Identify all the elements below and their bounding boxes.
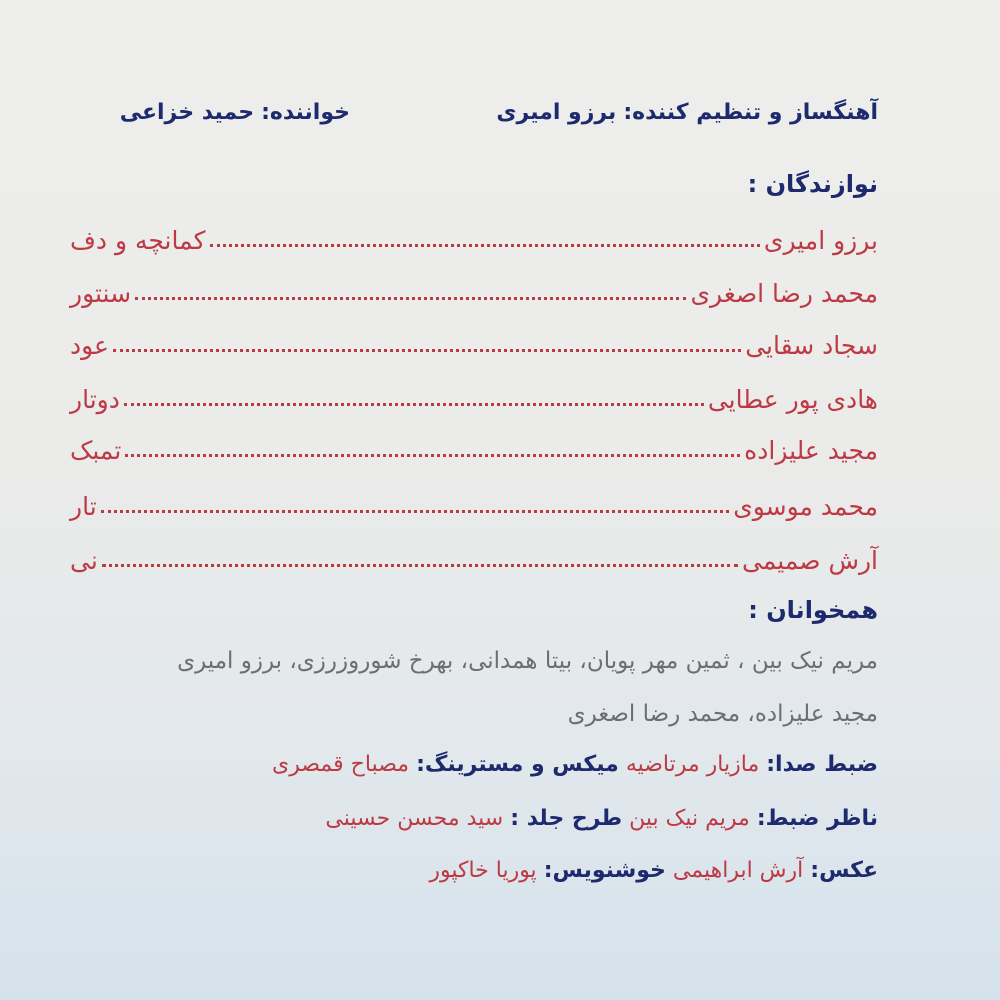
cover-label: طرح جلد :	[510, 806, 623, 831]
dotted-leader	[135, 297, 686, 300]
composer-name: برزو امیری	[496, 100, 617, 125]
musician-instrument: کمانچه و دف	[70, 225, 206, 255]
dotted-leader	[124, 403, 704, 406]
dotted-leader	[210, 244, 760, 247]
musician-row	[70, 273, 878, 313]
chorus-title: همخوانان :	[748, 596, 878, 624]
musician-instrument: تمبک	[70, 435, 122, 465]
musician-instrument: نی	[70, 545, 98, 575]
credits-line	[70, 752, 878, 777]
supervisor-name: مریم نیک بین	[629, 806, 750, 831]
credits-line	[70, 806, 878, 831]
musician-instrument: دوتار	[70, 384, 120, 414]
dotted-leader	[125, 454, 740, 457]
calligraphy-label: خوشنویس:	[543, 858, 666, 883]
chorus-line: مجید علیزاده، محمد رضا اصغری	[567, 701, 878, 727]
photo-name: آرش ابراهیمی	[672, 858, 804, 883]
chorus-line: مریم نیک بین ، ثمین مهر پویان، بیتا همدانی، بهرخ شوروزرزی، برزو امیری	[177, 648, 878, 674]
calligraphy-name: پوریا خاکپور	[429, 858, 537, 883]
recording-name: مازیار مرتاضیه	[625, 752, 760, 777]
dotted-leader	[101, 510, 730, 513]
musician-name: محمد رضا اصغری	[690, 278, 878, 308]
musician-name: هادی پور عطایی	[707, 384, 878, 414]
singer-credit	[120, 100, 350, 125]
mix-name: مصباح قمصری	[272, 752, 410, 777]
musician-name: محمد موسوی	[733, 491, 878, 521]
cover-name: سید محسن حسینی	[325, 806, 504, 831]
credits-line	[70, 858, 878, 883]
composer-label: آهنگساز و تنظیم کننده:	[623, 100, 878, 125]
supervisor-label: ناظر ضبط:	[756, 806, 878, 831]
mix-label: میکس و مسترینگ:	[416, 752, 619, 777]
musicians-title: نوازندگان :	[747, 170, 878, 198]
musician-row	[70, 540, 878, 580]
musician-row	[70, 325, 878, 365]
musician-row	[70, 379, 878, 419]
photo-label: عکس:	[810, 858, 878, 883]
recording-label: ضبط صدا:	[766, 752, 878, 777]
musician-row	[70, 486, 878, 526]
musician-instrument: سنتور	[70, 278, 132, 308]
musician-name: برزو امیری	[763, 225, 878, 255]
composer-credit	[496, 100, 878, 125]
musician-instrument: تار	[70, 491, 97, 521]
musician-instrument: عود	[70, 330, 109, 360]
dotted-leader	[102, 564, 738, 567]
dotted-leader	[113, 349, 741, 352]
musician-name: سجاد سقایی	[745, 330, 878, 360]
singer-label: خواننده:	[261, 100, 350, 125]
musician-row	[70, 220, 878, 260]
singer-name: حمید خزاعی	[119, 100, 255, 125]
musician-name: آرش صمیمی	[742, 545, 878, 575]
musician-name: مجید علیزاده	[744, 435, 878, 465]
musician-row	[70, 430, 878, 470]
